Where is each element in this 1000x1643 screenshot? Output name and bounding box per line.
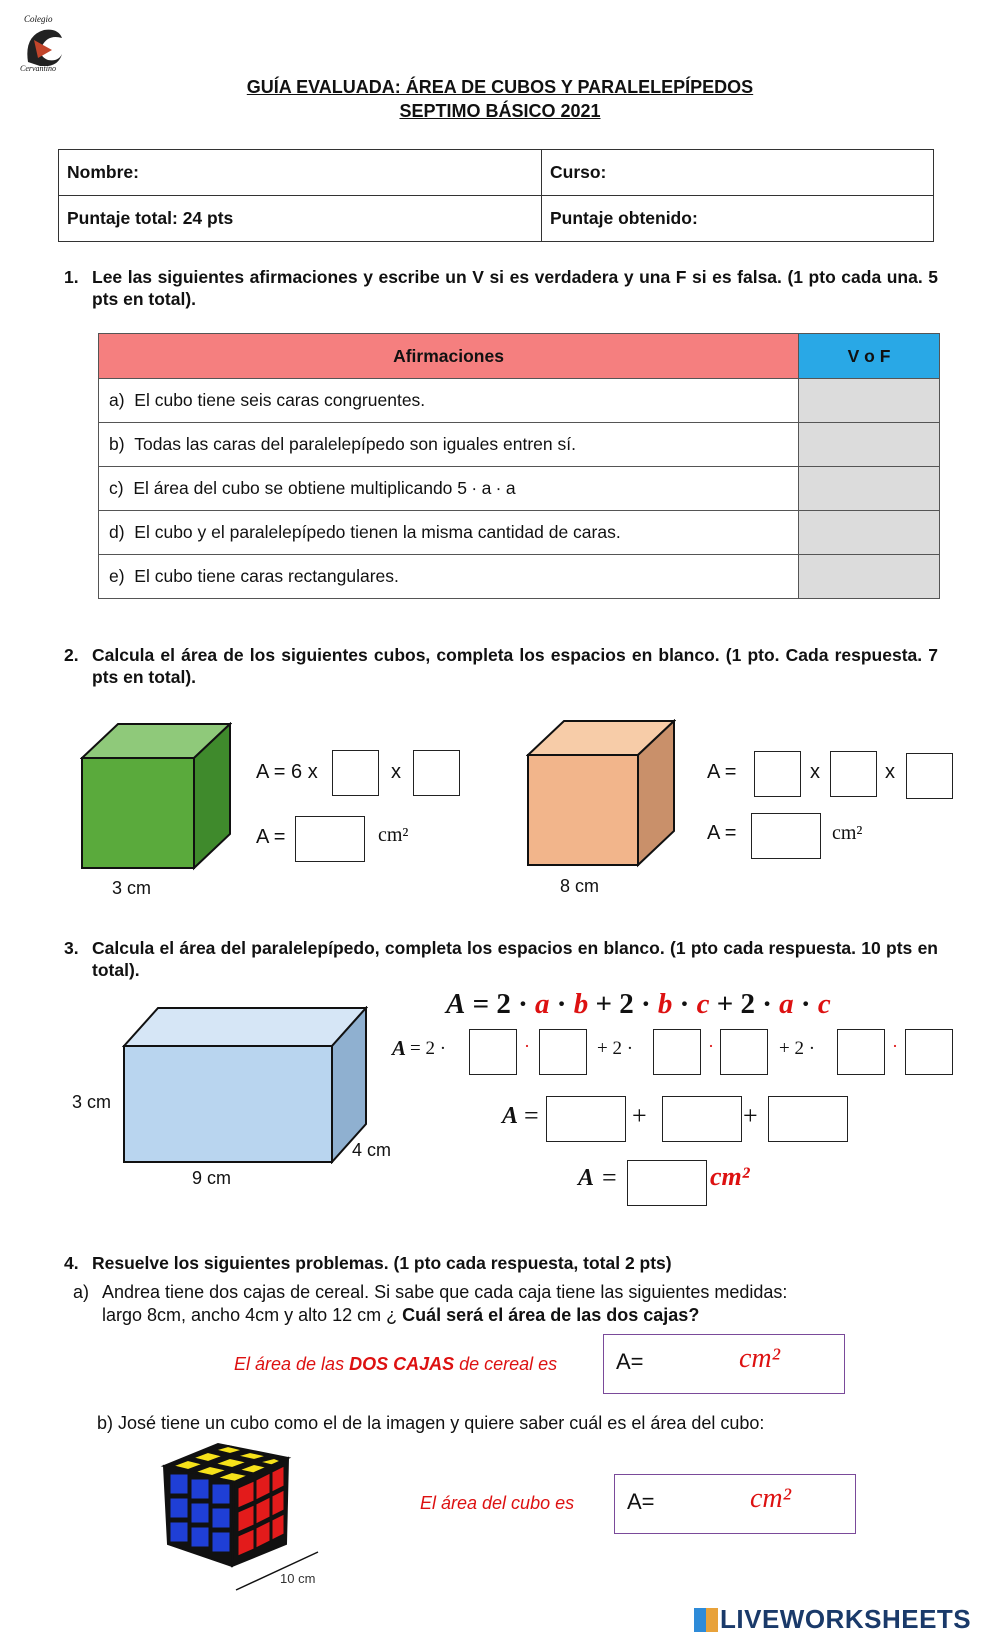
row1-blank-1[interactable] xyxy=(469,1029,517,1075)
row2-blank-3[interactable] xyxy=(768,1096,848,1142)
liveworksheets-brand-text: LIVEWORKSHEETS xyxy=(720,1604,972,1634)
cube2-unit: cm² xyxy=(832,822,863,844)
row1-dot-1: · xyxy=(524,1036,530,1056)
cube1-unit: cm² xyxy=(378,824,409,846)
row1-dot-3: · xyxy=(892,1036,898,1056)
answer-b-input[interactable] xyxy=(799,423,940,467)
question-2 xyxy=(64,644,938,690)
cube2-times-2: x xyxy=(885,761,895,783)
problem-b-text: b) José tiene un cubo como el de la imagen y quiere saber cuál es el área del cubo: xyxy=(97,1413,765,1433)
green-cube-figure xyxy=(80,722,232,872)
row2-blank-2[interactable] xyxy=(662,1096,742,1142)
row2-blank-1[interactable] xyxy=(546,1096,626,1142)
answer-c-input[interactable] xyxy=(799,467,940,511)
logo-top-text: Colegio xyxy=(24,14,53,24)
prism-figure xyxy=(122,1006,368,1164)
table-row xyxy=(99,555,940,599)
row2-plus-2: + xyxy=(743,1101,758,1130)
cube2-blank-3[interactable] xyxy=(906,753,953,799)
statement-c: c) El área del cubo se obtiene multiplicando 5 ∙ a ∙ a xyxy=(99,467,799,511)
logo-bottom-text: Cervantino xyxy=(20,64,56,73)
table-row xyxy=(99,423,940,467)
row1-plus-2-a: + 2 · xyxy=(597,1038,634,1059)
row1-blank-6[interactable] xyxy=(905,1029,953,1075)
liveworksheets-logo xyxy=(694,1604,971,1636)
row3-eq-label: = xyxy=(602,1163,617,1192)
statement-b: b) Todas las caras del paralelepípedo son iguales entren sí. xyxy=(99,423,799,467)
row3-total-blank[interactable] xyxy=(627,1160,707,1206)
cube1-area-label: A = xyxy=(256,826,286,848)
problem-b-answer-box[interactable] xyxy=(614,1474,856,1534)
logo-emblem-icon xyxy=(18,24,68,66)
rubik-side-label: 10 cm xyxy=(280,1571,316,1586)
cube1-times: x xyxy=(391,761,401,783)
liveworksheets-grid-icon xyxy=(694,1608,718,1632)
row3-unit: cm² xyxy=(710,1162,750,1191)
orange-cube-figure xyxy=(526,719,676,869)
cube2-formula-label: A = xyxy=(707,761,737,783)
cube2-blank-1[interactable] xyxy=(754,751,801,797)
problem-a-text-2: largo 8cm, ancho 4cm y alto 12 cm ¿ Cuál será el área de las dos cajas? xyxy=(102,1305,700,1325)
table-row xyxy=(99,467,940,511)
row1-blank-2[interactable] xyxy=(539,1029,587,1075)
row2-a-label: A xyxy=(502,1103,519,1129)
problem-a-answer-label: El área de las DOS CAJAS de cereal es xyxy=(234,1354,558,1374)
question-4-text: Resuelve los siguientes problemas. (1 pto cada respuesta, total 2 pts) xyxy=(92,1253,672,1273)
problem-a-letter: a) xyxy=(73,1282,90,1302)
prism-area-formula: A = 2 · a · b + 2 · b · c + 2 · a · c xyxy=(446,988,831,1020)
true-false-table xyxy=(98,333,940,599)
problem-b-answer-label: El área del cubo es xyxy=(420,1493,575,1513)
question-2-number: 2. xyxy=(64,645,79,665)
student-info-table xyxy=(58,149,934,242)
row1-a-label: A xyxy=(392,1036,407,1060)
row1-blank-5[interactable] xyxy=(837,1029,885,1075)
puntaje-total-cell: Puntaje total: 24 pts xyxy=(59,196,542,242)
cube2-area-blank[interactable] xyxy=(751,813,821,859)
row2-eq-label: = xyxy=(524,1101,539,1130)
problem-a-answer-a: A= xyxy=(616,1349,644,1374)
row1-dot-2: · xyxy=(708,1036,714,1056)
row1-plus-2-b: + 2 · xyxy=(779,1038,816,1059)
vof-header: V o F xyxy=(799,334,940,379)
cube2-side-label: 8 cm xyxy=(560,876,600,896)
cube1-side-label: 3 cm xyxy=(112,878,152,898)
afirmaciones-header: Afirmaciones xyxy=(99,334,799,379)
problem-b-answer-a: A= xyxy=(627,1489,655,1514)
question-3-text: Calcula el área del paralelepípedo, completa los espacios en blanco. (1 pto cada respuesta. 10 pts en total). xyxy=(92,938,938,980)
row3-a-label: A xyxy=(578,1165,595,1191)
puntaje-obtenido-field[interactable]: Puntaje obtenido: xyxy=(542,196,934,242)
question-2-text: Calcula el área de los siguientes cubos, completa los espacios en blanco. (1 pto. Cada respuesta. 7 pts en total). xyxy=(92,645,938,687)
row1-eq-label: = 2 · xyxy=(410,1038,447,1059)
problem-a-answer-box[interactable] xyxy=(603,1334,845,1394)
row1-blank-3[interactable] xyxy=(653,1029,701,1075)
question-4 xyxy=(64,1252,938,1276)
answer-e-input[interactable] xyxy=(799,555,940,599)
row2-plus-1: + xyxy=(632,1101,647,1130)
problem-b-unit: cm² xyxy=(750,1483,792,1514)
problem-a-text-1: Andrea tiene dos cajas de cereal. Si sabe que cada caja tiene las siguientes medidas: xyxy=(102,1282,788,1302)
statement-e: e) El cubo tiene caras rectangulares. xyxy=(99,555,799,599)
cube1-formula-label: A = 6 x xyxy=(256,761,318,783)
answer-a-input[interactable] xyxy=(799,379,940,423)
problem-a-unit: cm² xyxy=(739,1343,781,1374)
statement-d: d) El cubo y el paralelepípedo tienen la misma cantidad de caras. xyxy=(99,511,799,555)
cube1-blank-2[interactable] xyxy=(413,750,460,796)
prism-height-label: 3 cm xyxy=(72,1092,112,1112)
cube2-area-label: A = xyxy=(707,822,737,844)
question-1-number: 1. xyxy=(64,267,79,287)
cube1-blank-1[interactable] xyxy=(332,750,379,796)
school-logo xyxy=(18,14,68,72)
cube2-times-1: x xyxy=(810,761,820,783)
prism-width-label: 9 cm xyxy=(192,1168,232,1188)
question-3-number: 3. xyxy=(64,938,79,958)
answer-d-input[interactable] xyxy=(799,511,940,555)
table-row xyxy=(99,379,940,423)
prism-depth-label: 4 cm xyxy=(352,1140,392,1160)
row1-blank-4[interactable] xyxy=(720,1029,768,1075)
question-1-text: Lee las siguientes afirmaciones y escribe un V si es verdadera y una F si es falsa. (1 pto cada una. 5 pts en total). xyxy=(92,267,938,309)
page-title: GUÍA EVALUADA: ÁREA DE CUBOS Y PARALELEPÍPEDOS xyxy=(246,77,754,97)
question-3 xyxy=(64,937,938,983)
page-subtitle: SEPTIMO BÁSICO 2021 xyxy=(399,101,601,121)
cube1-area-blank[interactable] xyxy=(295,816,365,862)
question-1 xyxy=(64,266,938,312)
question-4-number: 4. xyxy=(64,1253,79,1273)
nombre-field[interactable]: Nombre: xyxy=(59,150,542,196)
curso-field[interactable]: Curso: xyxy=(542,150,934,196)
table-row xyxy=(99,511,940,555)
statement-a: a) El cubo tiene seis caras congruentes. xyxy=(99,379,799,423)
cube2-blank-2[interactable] xyxy=(830,751,877,797)
